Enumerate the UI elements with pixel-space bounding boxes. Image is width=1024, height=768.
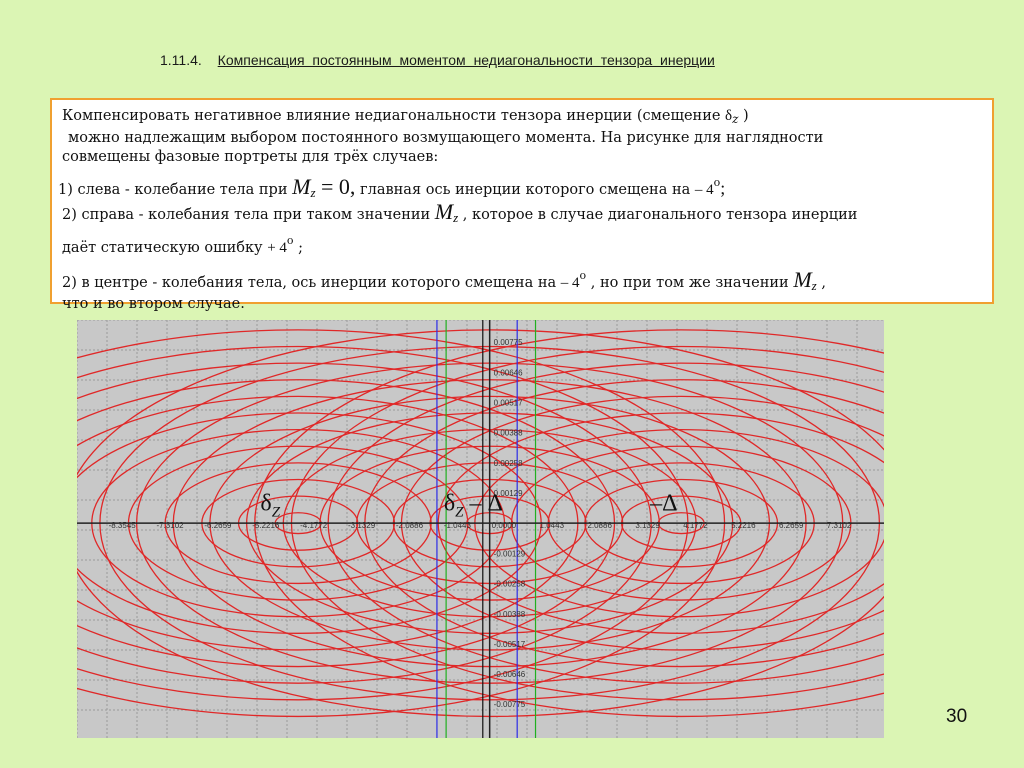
y-tick-label: 0.00646 (493, 368, 523, 378)
description-box (50, 98, 994, 312)
y-tick-label: -0.00388 (493, 609, 526, 619)
text-item-3: 2) в центре - колебания тела, ось инерции которого смещена на – 4$^o$ , но при том же значении Mz , (62, 267, 826, 293)
x-tick-label: -5.2216 (252, 521, 280, 531)
page-number: 30 (946, 706, 968, 727)
x-tick-label: -3.1329 (348, 521, 376, 531)
x-tick-label: -7.3102 (156, 521, 184, 531)
x-tick-label: 7.3102 (826, 521, 852, 531)
y-tick-label: -0.00517 (493, 639, 526, 649)
slide-title (160, 52, 860, 68)
x-tick-label: 2.0886 (587, 521, 612, 531)
annotation-label: $\delta_Z$ – Δ (443, 490, 503, 521)
x-tick-label: -2.0886 (395, 521, 424, 531)
y-tick-label: 0.00388 (493, 428, 523, 438)
y-tick-label: 0.00517 (493, 398, 523, 408)
title-text: Компенсация постоянным моментом недиагональности тензора инерции (217, 52, 715, 68)
x-tick-label: 0.0000 (491, 521, 517, 531)
x-tick-label: 4.1772 (683, 521, 708, 531)
x-tick-label: 5.2216 (731, 521, 756, 531)
y-tick-label: -0.00646 (493, 670, 526, 680)
y-tick-label: 0.00775 (493, 338, 523, 348)
annotation-label: –Δ (650, 490, 678, 517)
y-tick-label: -0.00775 (493, 700, 526, 710)
y-tick-label: 0.00129 (493, 489, 523, 499)
x-tick-label: 3.1329 (635, 521, 660, 531)
title-number: 1.11.4. (160, 52, 202, 68)
y-tick-label: -0.00129 (493, 549, 526, 559)
x-tick-label: 6.2659 (778, 521, 804, 531)
y-tick-label: 0.00258 (493, 458, 523, 468)
text-item-3-cont: что и во втором случае. (62, 296, 245, 312)
text-item-1: 1) слева - колебание тела при Mz = 0, главная ось инерции которого смещена на – 4$^o$; (58, 174, 726, 200)
x-tick-label: -1.0443 (443, 521, 471, 531)
phase-portrait-chart (77, 320, 884, 738)
x-tick-label: -8.3545 (108, 521, 136, 531)
x-tick-label: -6.2659 (204, 521, 232, 531)
x-tick-label: 1.0443 (539, 521, 565, 531)
x-tick-label: -4.1772 (300, 521, 328, 531)
text-item-2-cont: даёт статическую ошибку + $4^o$ ; (62, 234, 304, 256)
y-tick-label: -0.00258 (493, 579, 526, 589)
text-item-2: 2) справа - колебания тела при таком значении Mz , которое в случае диагонального тензора инерции (62, 199, 858, 225)
text-line-2: можно надлежащим выбором постоянного возмущающего момента. На рисунке для наглядности (68, 130, 824, 146)
annotation-label: $\delta_Z$ (260, 490, 281, 521)
text-line-3: совмещены фазовые портреты для трёх случаев: (62, 149, 439, 165)
text-line-1: Компенсировать негативное влияние недиагональности тензора инерции (смещение $\delta_z$ ) (62, 108, 749, 126)
